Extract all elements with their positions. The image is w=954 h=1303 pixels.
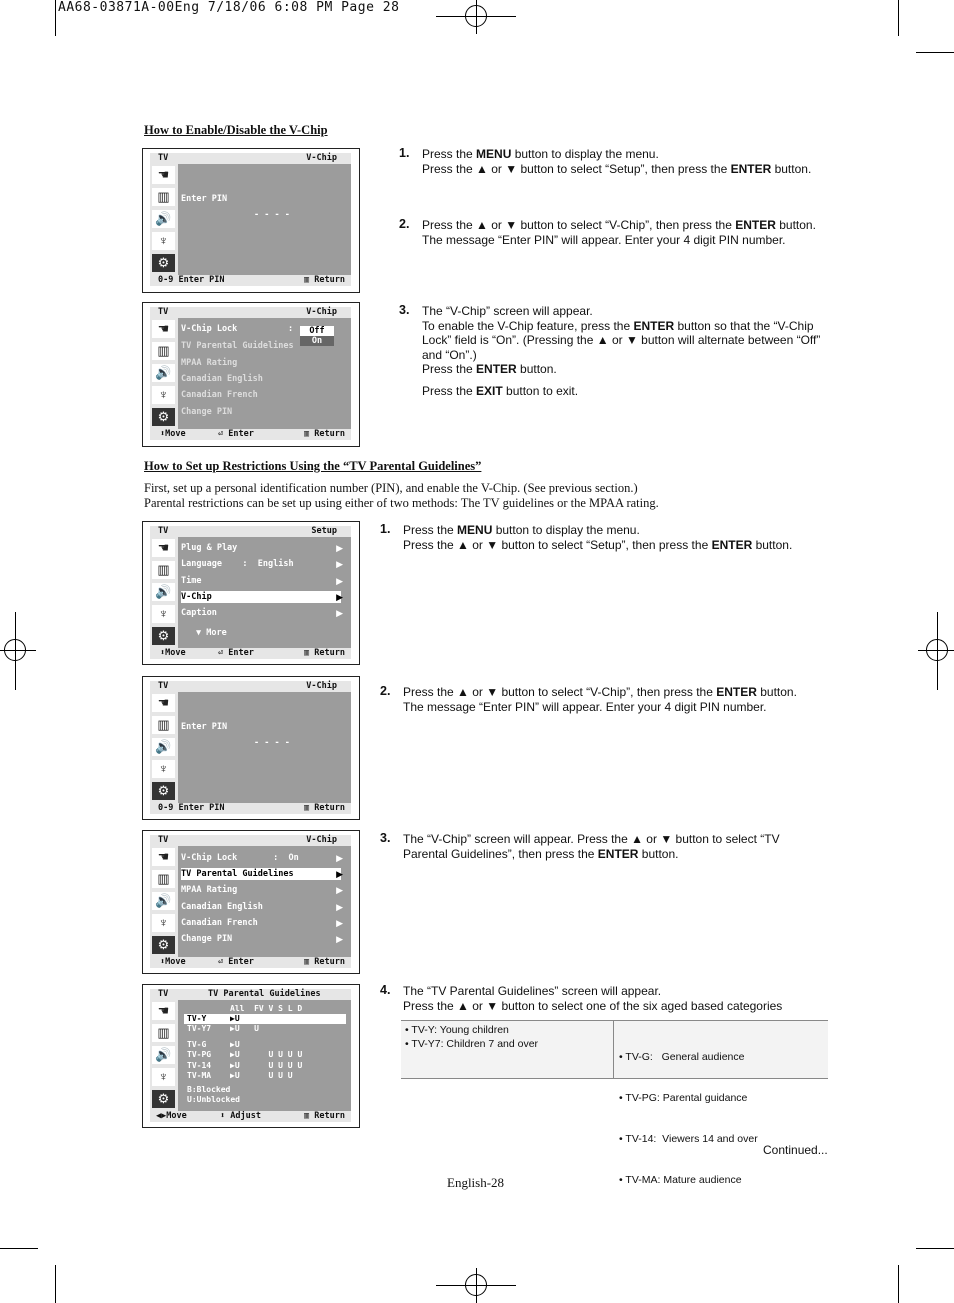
row-pointer-icon: ▶ <box>230 1061 235 1070</box>
menu-item: Canadian English <box>181 902 263 912</box>
setup-gear-icon: ⚙ <box>152 254 175 272</box>
tv-screen-parental-guidelines <box>142 984 360 1128</box>
category-item: • TV-14: Viewers 14 and over <box>619 1132 758 1145</box>
step-1-text: Press the MENU button to display the menu. Press the ▲ or ▼ button to select “Setup”, then press the ENTER button. <box>422 147 812 176</box>
pin-dashes: - - - - <box>254 738 290 748</box>
intro-text: Parental restrictions can be set up using either of two methods: The TV guidelines or the MPAA rating. <box>144 496 659 510</box>
return-icon: ▥ <box>304 275 315 285</box>
hint-enter: Enter <box>228 429 254 439</box>
tv-label: TV <box>158 307 169 317</box>
return-icon: ▥ <box>304 1111 315 1121</box>
rating-columns-header: All FV V S L D <box>230 1004 303 1013</box>
screen-title: TV Parental Guidelines <box>208 989 321 999</box>
submenu-arrow-icon: ▶ <box>336 869 343 879</box>
tv-screen-enter-pin <box>142 148 360 293</box>
channel-icon: ▥ <box>152 870 175 888</box>
registration-mark <box>926 639 948 661</box>
menu-item: Plug & Play <box>181 543 238 553</box>
enter-pin-label: Enter PIN <box>181 194 228 204</box>
setup-gear-icon: ⚙ <box>152 627 175 645</box>
step-1-text: Press the MENU button to display the menu. Press the ▲ or ▼ button to select “Setup”, then press the ENTER button. <box>403 523 793 552</box>
rating-row-values[interactable]: U <box>234 1040 240 1049</box>
submenu-arrow-icon: ▶ <box>336 934 343 944</box>
picture-icon: ☚ <box>152 1002 175 1020</box>
lock-option-on[interactable]: On <box>300 336 334 346</box>
menu-item: Canadian French <box>181 390 258 400</box>
return-icon: ▥ <box>304 429 315 439</box>
menu-item: MPAA Rating <box>181 358 238 368</box>
antenna-icon: ♆ <box>152 232 175 250</box>
row-pointer-icon: ▶ <box>230 1040 235 1049</box>
rating-row-label: TV-Y7 <box>187 1024 212 1033</box>
antenna-icon: ♆ <box>152 1068 175 1086</box>
tv-label: TV <box>158 153 169 163</box>
row-pointer-icon: ▶ <box>230 1050 235 1059</box>
picture-icon: ☚ <box>152 539 175 557</box>
category-item: • TV-G: General audience <box>619 1051 745 1064</box>
legend-unblocked: U:Unblocked <box>187 1095 240 1104</box>
sound-icon: 🔊 <box>152 364 175 382</box>
row-pointer-icon: ▶ <box>230 1024 235 1033</box>
row-pointer-icon: ▶ <box>230 1071 235 1080</box>
rating-row-values[interactable]: U <box>234 1014 240 1023</box>
hint-enter-pin: 0-9 Enter PIN <box>158 803 225 813</box>
picture-icon: ☚ <box>152 694 175 712</box>
antenna-icon: ♆ <box>152 914 175 932</box>
submenu-arrow-icon: ▶ <box>336 559 343 569</box>
return-icon: ▥ <box>304 803 315 813</box>
antenna-icon: ♆ <box>152 760 175 778</box>
step-number: 2. <box>380 684 391 698</box>
setup-gear-icon: ⚙ <box>152 408 175 426</box>
setup-gear-icon: ⚙ <box>152 782 175 800</box>
legend-blocked: B:Blocked <box>187 1085 231 1094</box>
registration-mark <box>465 5 487 27</box>
more-down-icon: ▼ <box>196 628 207 638</box>
step-number: 1. <box>399 146 410 160</box>
sound-icon: 🔊 <box>152 583 175 601</box>
channel-icon: ▥ <box>152 1024 175 1042</box>
rating-row-values[interactable]: U U U U U <box>234 1050 303 1059</box>
submenu-arrow-icon: ▶ <box>336 902 343 912</box>
step-2-text: Press the ▲ or ▼ button to select “V-Chip”, then press the ENTER button. The message “Enter PIN” will appear. Enter your 4 digit PIN number. <box>403 685 797 714</box>
continued-note: Continued... <box>763 1143 828 1157</box>
tv-label: TV <box>158 989 169 999</box>
hint-move: Move <box>165 957 186 967</box>
rating-row-label: TV-PG <box>187 1050 212 1059</box>
menu-item: MPAA Rating <box>181 885 238 895</box>
return-icon: ▥ <box>304 648 315 658</box>
step-2-text: Press the ▲ or ▼ button to select “V-Chip”, then press the ENTER button. The message “Enter PIN” will appear. Enter your 4 digit PIN number. <box>422 218 816 247</box>
more-label: More <box>206 628 227 638</box>
crop-mark <box>55 0 56 36</box>
menu-item: TV Parental Guidelines <box>181 341 294 351</box>
vchip-lock-value: V-Chip Lock : On <box>181 853 299 863</box>
row-pointer-icon: ▶ <box>230 1014 235 1023</box>
move-leftright-icon: ◀▶ <box>156 1111 167 1121</box>
hint-move: Move <box>166 1111 187 1121</box>
channel-icon: ▥ <box>152 188 175 206</box>
adjust-updown-icon: ⬍ <box>220 1111 231 1121</box>
menu-item: Change PIN <box>181 934 233 944</box>
lock-option-off[interactable]: Off <box>300 326 334 336</box>
tv-screen-setup <box>142 521 360 665</box>
registration-mark <box>4 639 26 661</box>
sound-icon: 🔊 <box>152 892 175 910</box>
step-number: 1. <box>380 522 391 536</box>
menu-item: Canadian English <box>181 374 263 384</box>
hint-return: Return <box>314 1111 345 1121</box>
rating-row-label: TV-G <box>187 1040 207 1049</box>
rating-row-label: TV-14 <box>187 1061 212 1070</box>
submenu-arrow-icon: ▶ <box>336 576 343 586</box>
intro-text: First, set up a personal identification number (PIN), and enable the V-Chip. (See previous section.) <box>144 481 638 495</box>
crop-mark <box>916 52 954 53</box>
step-number: 4. <box>380 983 391 997</box>
submenu-arrow-icon: ▶ <box>336 885 343 895</box>
screen-title: V-Chip <box>306 307 337 317</box>
sound-icon: 🔊 <box>152 1046 175 1064</box>
submenu-arrow-icon: ▶ <box>336 853 343 863</box>
step-number: 3. <box>399 303 410 317</box>
menu-item: Time <box>181 576 202 586</box>
channel-icon: ▥ <box>152 342 175 360</box>
step-number: 2. <box>399 217 410 231</box>
screen-title: Setup <box>311 526 337 536</box>
print-header: AA68-03871A-00Eng 7/18/06 6:08 PM Page 28 <box>58 0 400 15</box>
hint-enter: Enter <box>228 957 254 967</box>
hint-return: Return <box>314 275 345 285</box>
colon: : <box>288 324 294 334</box>
tv-screen-enter-pin <box>142 676 360 820</box>
pin-dashes: - - - - <box>254 210 290 220</box>
picture-icon: ☚ <box>152 166 175 184</box>
hint-return: Return <box>314 957 345 967</box>
submenu-arrow-icon: ▶ <box>336 608 343 618</box>
menu-item: Canadian French <box>181 918 258 928</box>
screen-title: V-Chip <box>306 835 337 845</box>
crop-mark <box>898 1265 899 1303</box>
menu-item: Language : English <box>181 559 294 569</box>
step-3-text: The “V-Chip” screen will appear. To enable the V-Chip feature, press the ENTER button so that the “V-Chip Lock” field is “On”. (Pressing the ▲ or ▼ button will alternate between “Off” and “On”.) Press the ENTER button. Press the EXIT button to exit. <box>422 304 821 398</box>
menu-item: Change PIN <box>181 407 233 417</box>
tv-label: TV <box>158 835 169 845</box>
category-item: • TV-Y7: Children 7 and over <box>405 1037 539 1050</box>
return-icon: ▥ <box>304 957 315 967</box>
move-updown-icon: ⬍ <box>160 957 166 967</box>
category-item: • TV-PG: Parental guidance <box>619 1091 748 1104</box>
crop-mark <box>55 1265 56 1303</box>
page-number: English-28 <box>447 1175 505 1190</box>
hint-return: Return <box>314 803 345 813</box>
crop-mark <box>898 0 899 36</box>
rating-row-values[interactable]: U U U U <box>234 1071 293 1080</box>
sound-icon: 🔊 <box>152 210 175 228</box>
tv-screen-vchip-lock <box>142 302 360 447</box>
screen-title: V-Chip <box>306 681 337 691</box>
crop-mark <box>0 1248 38 1249</box>
category-item: • TV-MA: Mature audience <box>619 1173 742 1186</box>
rating-row-values[interactable]: U U U U U <box>234 1061 303 1070</box>
menu-item: Caption <box>181 608 217 618</box>
rating-row-label: TV-MA <box>187 1071 212 1080</box>
hint-enter-pin: 0-9 Enter PIN <box>158 275 225 285</box>
category-item: • TV-Y: Young children <box>405 1024 509 1036</box>
crop-mark <box>916 1248 954 1249</box>
hint-return: Return <box>314 429 345 439</box>
categories-left-column <box>405 1024 538 1051</box>
menu-item-selected: V-Chip <box>181 591 341 603</box>
channel-icon: ▥ <box>152 561 175 579</box>
rating-row-label: TV-Y <box>187 1014 207 1023</box>
registration-mark <box>465 1274 487 1296</box>
tv-screen-vchip-menu <box>142 830 360 974</box>
enter-pin-label: Enter PIN <box>181 722 228 732</box>
menu-item-selected: TV Parental Guidelines <box>181 868 341 880</box>
tv-label: TV <box>158 681 169 691</box>
enter-icon: ⏎ <box>218 957 229 967</box>
screen-title: V-Chip <box>306 153 337 163</box>
step-3-text: The “V-Chip” screen will appear. Press the ▲ or ▼ button to select “TV Parental Guidelines”, then press the ENTER button. <box>403 832 780 861</box>
sound-icon: 🔊 <box>152 738 175 756</box>
categories-right-column <box>619 1024 758 1214</box>
hint-move: Move <box>165 429 186 439</box>
antenna-icon: ♆ <box>152 605 175 623</box>
section-title-parental: How to Set up Restrictions Using the “TV Parental Guidelines” <box>144 459 482 473</box>
step-4-text: The “TV Parental Guidelines” screen will appear. Press the ▲ or ▼ button to select one of the six aged based categories <box>403 984 783 1013</box>
rating-row-values[interactable]: U U <box>234 1024 259 1033</box>
channel-icon: ▥ <box>152 716 175 734</box>
vchip-lock-label: V-Chip Lock <box>181 324 238 334</box>
setup-gear-icon: ⚙ <box>152 936 175 954</box>
picture-icon: ☚ <box>152 320 175 338</box>
tv-label: TV <box>158 526 169 536</box>
submenu-arrow-icon: ▶ <box>336 918 343 928</box>
hint-adjust: Adjust <box>230 1111 261 1121</box>
picture-icon: ☚ <box>152 848 175 866</box>
step-number: 3. <box>380 831 391 845</box>
submenu-arrow-icon: ▶ <box>336 592 343 602</box>
setup-gear-icon: ⚙ <box>152 1090 175 1108</box>
section-title-vchip: How to Enable/Disable the V-Chip <box>144 123 328 137</box>
enter-icon: ⏎ <box>218 429 229 439</box>
submenu-arrow-icon: ▶ <box>336 543 343 553</box>
move-updown-icon: ⬍ <box>160 429 166 439</box>
move-updown-icon: ⬍ <box>160 648 166 658</box>
antenna-icon: ♆ <box>152 386 175 404</box>
hint-move: Move <box>165 648 186 658</box>
hint-return: Return <box>314 648 345 658</box>
table-divider <box>613 1021 614 1078</box>
hint-enter: Enter <box>228 648 254 658</box>
enter-icon: ⏎ <box>218 648 229 658</box>
